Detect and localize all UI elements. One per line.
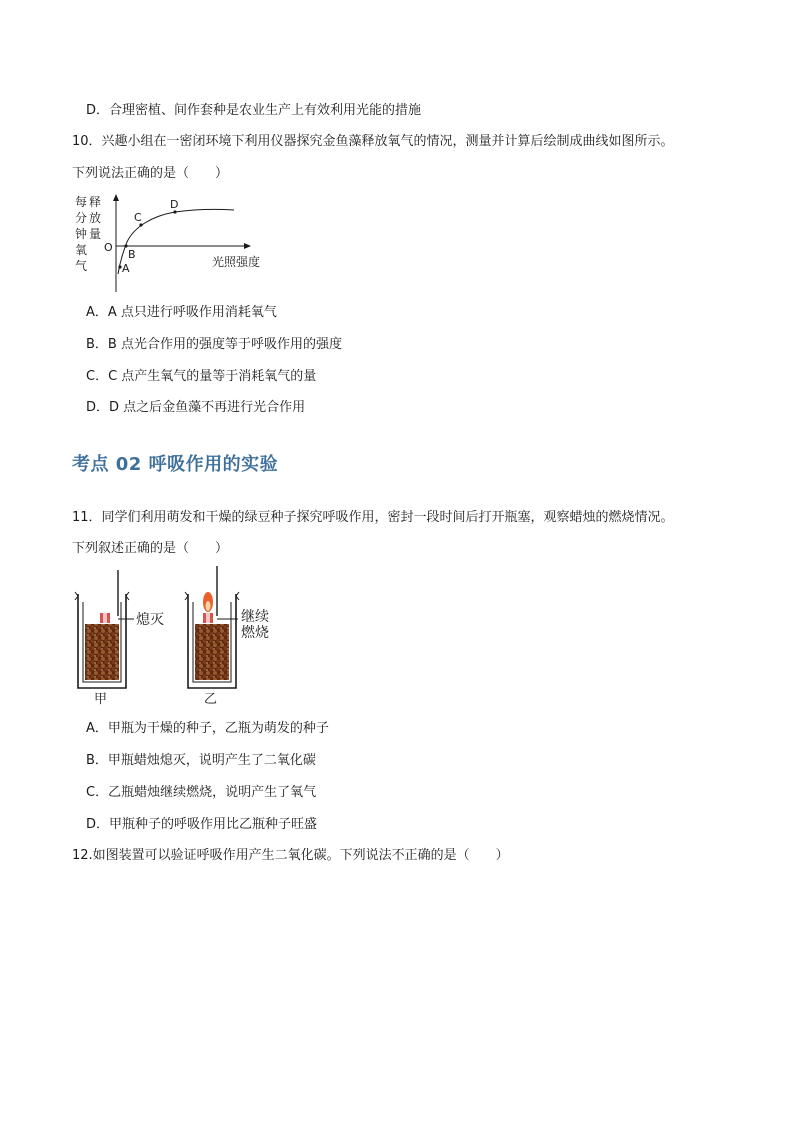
- note-jia: 熄灭: [136, 612, 164, 628]
- origin-label: O: [104, 241, 113, 254]
- point-b-label: B: [128, 248, 136, 261]
- question-12-stem: 12.如图装置可以验证呼吸作用产生二氧化碳。下列说法不正确的是（ ）: [72, 848, 509, 863]
- seeds-yi: [195, 624, 229, 680]
- y-axis-arrow: [113, 194, 119, 201]
- label-yi: 乙: [204, 692, 218, 707]
- question-11-stem: 11．同学们利用萌发和干燥的绿豆种子探究呼吸作用，密封一段时间后打开瓶塞，观察蜡烛的燃烧情况。: [72, 510, 674, 525]
- y-label-char: 释: [89, 195, 102, 209]
- label-jia: 甲: [94, 692, 108, 707]
- question-11-option-d: D．甲瓶种子的呼吸作用比乙瓶种子旺盛: [86, 817, 318, 832]
- section-heading: 考点 02 呼吸作用的实验: [72, 454, 279, 475]
- oxygen-release-graph: [72, 192, 282, 296]
- question-10-option-c: C．C 点产生氧气的量等于消耗氧气的量: [86, 369, 317, 384]
- y-label-char: 气: [75, 259, 88, 273]
- jar-yi: [185, 566, 269, 707]
- jar-jia: [75, 570, 164, 707]
- question-10-option-d: D．D 点之后金鱼藻不再进行光合作用: [86, 400, 306, 415]
- question-10-stem: 10．兴趣小组在一密闭环境下利用仪器探究金鱼藻释放氧气的情况，测量并计算后绘制成曲线如图所示。: [72, 134, 674, 149]
- point-c-label: C: [134, 211, 142, 224]
- x-axis-label: 光照强度: [212, 255, 261, 269]
- question-10-prompt: 下列说法正确的是（ ）: [72, 166, 229, 181]
- point-d-label: D: [170, 198, 179, 211]
- y-label-char: 每: [75, 195, 88, 209]
- seed-jars-diagram: [66, 566, 286, 708]
- y-label-char: 钟: [75, 227, 88, 241]
- note-yi-line1: 继续: [241, 609, 269, 625]
- x-axis-arrow: [244, 243, 251, 249]
- point-a-label: A: [122, 262, 130, 275]
- question-11-option-c: C．乙瓶蜡烛继续燃烧，说明产生了氧气: [86, 785, 317, 800]
- y-label-char: 氧: [75, 243, 88, 257]
- note-yi-line2: 燃烧: [241, 625, 269, 641]
- y-label-char: 量: [89, 227, 102, 241]
- option-d-q9: D．合理密植、间作套种是农业生产上有效利用光能的措施: [86, 103, 422, 118]
- question-10-option-a: A．A 点只进行呼吸作用消耗氧气: [86, 305, 277, 320]
- question-11-option-a: A．甲瓶为干燥的种子，乙瓶为萌发的种子: [86, 721, 329, 736]
- question-11-option-b: B．甲瓶蜡烛熄灭，说明产生了二氧化碳: [86, 753, 316, 768]
- question-11-prompt: 下列叙述正确的是（ ）: [72, 541, 229, 556]
- y-label-char: 放: [89, 211, 102, 225]
- y-label-char: 分: [75, 211, 88, 225]
- seeds-jia: [85, 624, 119, 680]
- question-10-option-b: B．B 点光合作用的强度等于呼吸作用的强度: [86, 337, 342, 352]
